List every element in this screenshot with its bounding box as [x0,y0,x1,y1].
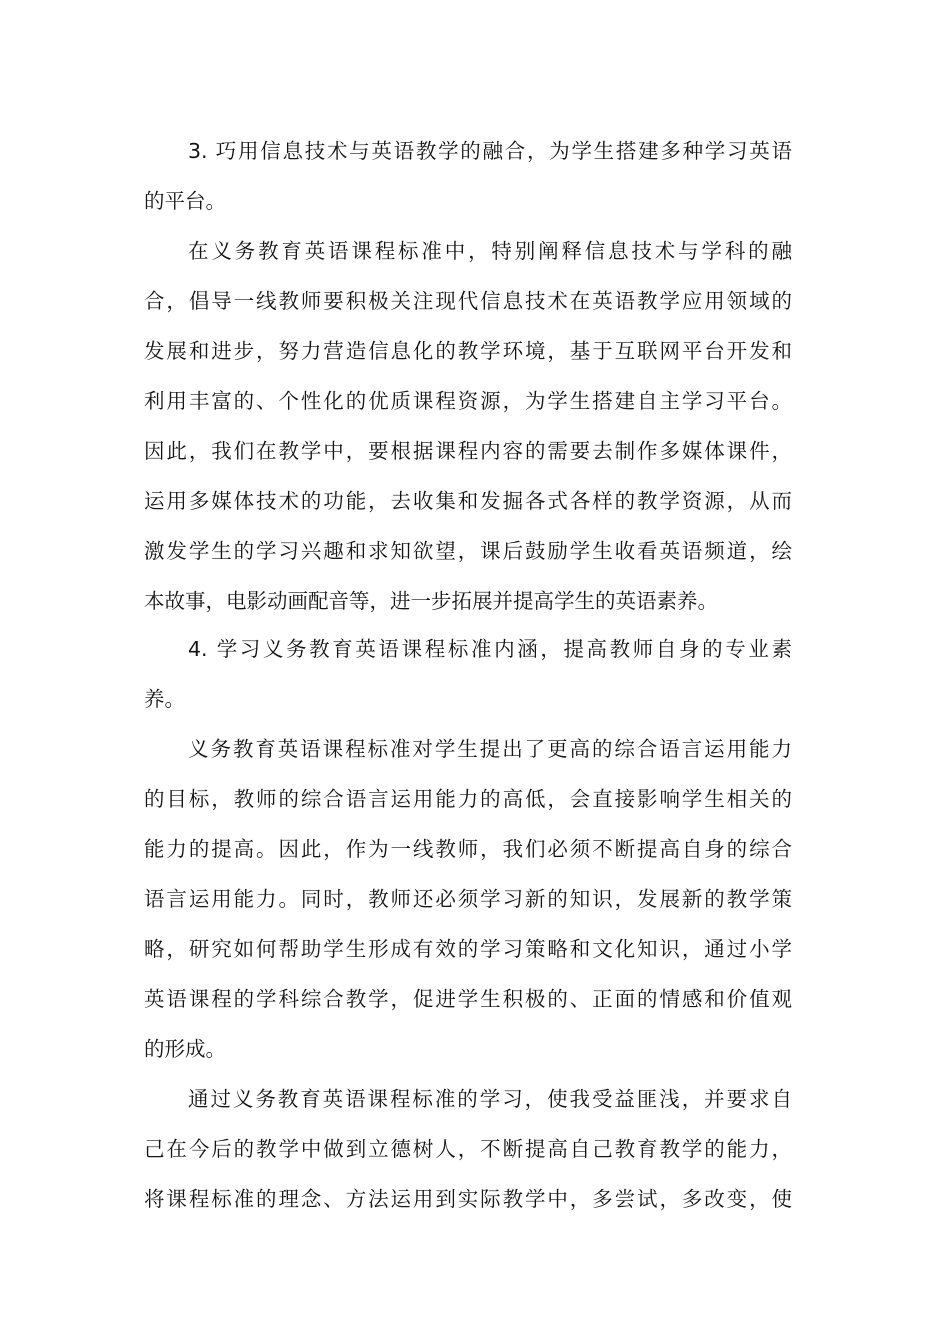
body-line: 发展和进步，努力营造信息化的教学环境，基于互联网平台开发和 [144,339,792,363]
heading-4-line-2: 养。 [144,687,185,711]
body-line: 的目标，教师的综合语言运用能力的高低，会直接影响学生相关的 [144,787,792,811]
heading-4-line-1: 4. 学习义务教育英语课程标准内涵，提高教师自身的专业素 [188,637,792,661]
body-line: 略，研究如何帮助学生形成有效的学习策略和文化知识，通过小学 [144,937,792,961]
body-line: 义务教育英语课程标准对学生提出了更高的综合语言运用能力 [188,737,792,761]
body-line: 本故事，电影动画配音等，进一步拓展并提高学生的英语素养。 [144,589,718,613]
body-line: 因此，我们在教学中，要根据课程内容的需要去制作多媒体课件， [144,439,792,463]
body-line: 能力的提高。因此，作为一线教师，我们必须不断提高自身的综合 [144,837,792,861]
heading-3-line-2: 的平台。 [144,189,226,213]
body-line: 将课程标准的理念、方法运用到实际教学中，多尝试，多改变，使 [144,1187,792,1211]
body-line: 运用多媒体技术的功能，去收集和发掘各式各样的教学资源，从而 [144,489,792,513]
body-line: 合，倡导一线教师要积极关注现代信息技术在英语教学应用领域的 [144,289,792,313]
body-line: 利用丰富的、个性化的优质课程资源，为学生搭建自主学习平台。 [144,389,792,413]
body-line: 的形成。 [144,1037,226,1061]
body-line: 英语课程的学科综合教学，促进学生积极的、正面的情感和价值观 [144,987,792,1011]
body-line: 激发学生的学习兴趣和求知欲望，课后鼓励学生收看英语频道，绘 [144,539,792,563]
body-line: 己在今后的教学中做到立德树人，不断提高自己教育教学的能力， [144,1137,792,1161]
body-line: 语言运用能力。同时，教师还必须学习新的知识，发展新的教学策 [144,887,792,911]
body-line: 通过义务教育英语课程标准的学习，使我受益匪浅，并要求自 [188,1087,792,1111]
heading-3-line-1: 3. 巧用信息技术与英语教学的融合，为学生搭建多种学习英语 [188,139,792,163]
body-line: 在义务教育英语课程标准中，特别阐释信息技术与学科的融 [188,239,792,263]
